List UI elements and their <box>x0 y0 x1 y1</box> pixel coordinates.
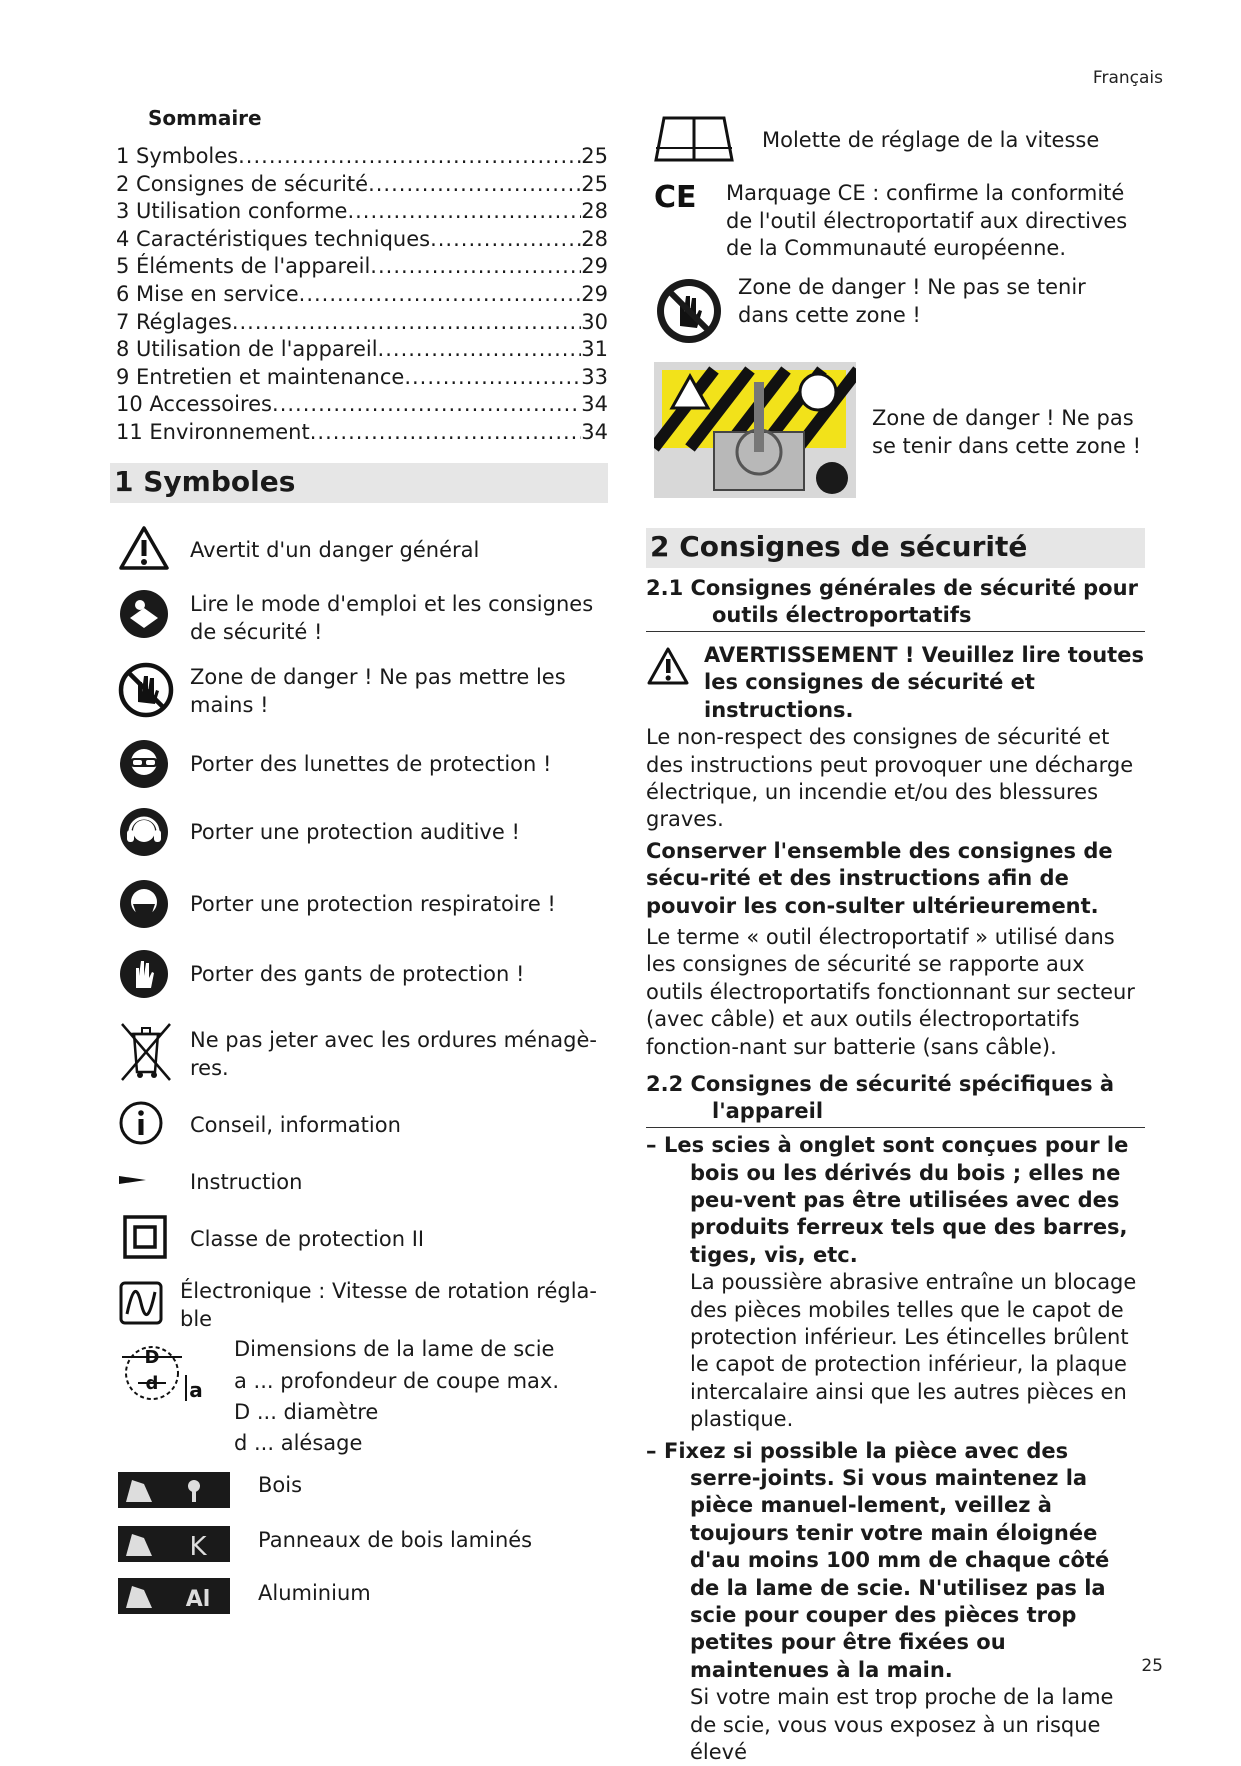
symbol-ce-mark: Marquage CE : confirme la conformité de l'outil électroportatif aux directives de la Communauté européenne. <box>726 181 1128 260</box>
protection-class-2-icon <box>122 1214 168 1260</box>
gloves-icon <box>118 948 170 1000</box>
toc-title: Sommaire <box>148 106 262 130</box>
warning-text: AVERTISSEMENT ! Veuillez lire toutes les consignes de sécurité et instructions. <box>704 643 1144 722</box>
symbol-protection-class: Classe de protection II <box>190 1227 425 1251</box>
symbol-respiratory: Porter une protection respiratoire ! <box>190 892 556 916</box>
paragraph-power-tool-term: Le terme « outil électroportatif » utilisé dans les consignes de sécurité se rapporte aux outils électroportatifs fonctionnant sur secteur (avec câble) et aux outils électroportatifs fonction-nant sur batterie (sans câble). <box>646 925 1135 1059</box>
list-item-text: Si votre main est trop proche de la lame de scie, vous vous exposez à un risque élevé <box>690 1685 1114 1765</box>
symbol-read-manual: Lire le mode d'emploi et les consignes de sécurité ! <box>190 592 594 644</box>
section-2-heading: 2 Consignes de sécurité <box>646 528 1145 568</box>
toc-row[interactable]: 7 Réglages ..... 30 <box>116 309 608 337</box>
electronic-speed-icon <box>118 1280 164 1326</box>
symbol-speed-dial: Molette de réglage de la vitesse <box>762 128 1100 152</box>
blade-dim-D: D ... diamètre <box>234 1400 379 1424</box>
symbol-aluminium: Aluminium <box>258 1581 371 1605</box>
blade-bore-label: d <box>145 1373 159 1394</box>
symbol-no-hands: Zone de danger ! Ne pas mettre les mains ! <box>190 665 566 717</box>
blade-depth-label: a <box>189 1378 203 1402</box>
aluminium-icon-letters: Al <box>185 1587 211 1612</box>
list-item: – Fixez si possible la pièce avec des serre-joints. Si vous maintenez la pièce manuel-lement, veillez à toujours tenir votre main éloignée d'au moins 100 mm de chaque côté de la lame de scie. N'utilisez pas la scie pour couper des pièces trop petites pour être fixées ou maintenues à la main. Si votre main est trop proche de la lame de scie, vous vous exposez à un risque élevé <box>646 1438 1145 1766</box>
wood-material-icon <box>118 1472 230 1508</box>
toc-row[interactable]: 10 Accessoires ..... 34 <box>116 391 608 419</box>
symbol-laminate: Panneaux de bois laminés <box>258 1528 533 1552</box>
toc-row[interactable]: 5 Éléments de l'appareil ..... 29 <box>116 253 608 281</box>
ce-mark-icon <box>654 180 700 212</box>
blade-dim-d: d ... alésage <box>234 1431 363 1455</box>
safety-goggles-icon <box>118 738 170 790</box>
symbol-danger-zone-1: Zone de danger ! Ne pas se tenir dans cette zone ! <box>738 275 1086 327</box>
list-item-text: La poussière abrasive entraîne un blocage des pièces mobiles telles que le capot de protection inférieur. Les étincelles brûlent le capot de protection inférieur, la plaque intercalaire ainsi que les autres pièces en plastique. <box>690 1270 1137 1432</box>
symbol-electronic: Électronique : Vitesse de rotation régla-ble <box>180 1279 597 1331</box>
no-hands-icon <box>118 662 174 718</box>
symbol-no-household-waste: Ne pas jeter avec les ordures ménagè-res. <box>190 1028 597 1080</box>
language-label: Français <box>1092 68 1163 88</box>
laminate-material-icon <box>118 1526 230 1562</box>
warning-triangle-icon <box>646 646 690 686</box>
paragraph-keep-instructions: Conserver l'ensemble des consignes de sécu-rité et des instructions afin de pouvoir les con-sulter ultérieurement. <box>646 838 1113 918</box>
section-1-heading: 1 Symboles <box>110 463 608 503</box>
laminate-icon-letter: K <box>189 1532 207 1562</box>
blade-diameter-label: D <box>144 1347 160 1368</box>
toc-row[interactable]: 8 Utilisation de l'appareil ..... 31 <box>116 336 608 364</box>
list-item-bold: Fixez si possible la pièce avec des serre-joints. Si vous maintenez la pièce manuel-lement, veillez à toujours tenir votre main éloignée d'au moins 100 mm de chaque côté de la lame de scie. N'utilisez pas la scie pour couper des pièces trop petites pour être fixées ou maintenues à la main. <box>664 1438 1110 1682</box>
symbol-blade-dimensions: Dimensions de la lame de scie <box>234 1337 555 1361</box>
symbol-goggles: Porter des lunettes de protection ! <box>190 752 552 776</box>
symbol-danger-zone-2: Zone de danger ! Ne pas se tenir dans cette zone ! <box>872 406 1141 458</box>
toc-row[interactable]: 2 Consignes de sécurité ..... 25 <box>116 171 608 199</box>
danger-zone-saw-image <box>654 362 856 498</box>
toc-row[interactable]: 1 Symboles ..... 25 <box>116 143 608 171</box>
symbol-wood: Bois <box>258 1473 303 1497</box>
page-number: 25 <box>1141 1656 1163 1676</box>
symbol-general-danger: Avertit d'un danger général <box>190 538 480 562</box>
toc-row[interactable]: 3 Utilisation conforme ..... 28 <box>116 198 608 226</box>
ear-protection-icon <box>118 806 170 858</box>
symbol-instruction: Instruction <box>190 1170 303 1194</box>
ce-mark-letters: CE <box>654 180 697 212</box>
toc-row[interactable]: 11 Environnement ..... 34 <box>116 419 608 447</box>
symbol-ear-protection: Porter une protection auditive ! <box>190 820 520 844</box>
toc-row[interactable]: 4 Caractéristiques techniques ..... 28 <box>116 226 608 254</box>
toc-row[interactable]: 6 Mise en service ..... 29 <box>116 281 608 309</box>
toc-row[interactable]: 9 Entretien et maintenance ..... 33 <box>116 364 608 392</box>
saw-blade-dimensions-icon <box>116 1345 204 1409</box>
section-2-body <box>646 575 1145 1766</box>
respiratory-protection-icon <box>118 878 170 930</box>
blade-dim-a: a ... profondeur de coupe max. <box>234 1369 559 1393</box>
instruction-arrow-icon <box>118 1174 148 1186</box>
symbol-info: Conseil, information <box>190 1113 401 1137</box>
list-item: – Les scies à onglet sont conçues pour le bois ou les dérivés du bois ; elles ne peu-vent pas être utilisées avec des produits ferreux tels que des barres, tiges, vis, etc. La poussière abrasive entraîne un blocage des pièces mobiles telles que le capot de protection inférieur. Les étincelles brûlent le capot de protection inférieur, la plaque intercalaire ainsi que les autres pièces en plastique. <box>646 1132 1145 1433</box>
info-icon <box>118 1100 164 1146</box>
subsection-2-2-heading: 2.2 Consignes de sécurité spécifiques à l'appareil <box>646 1071 1145 1128</box>
symbol-gloves: Porter des gants de protection ! <box>190 962 525 986</box>
read-manual-icon <box>118 588 170 640</box>
warning-triangle-icon <box>118 525 170 571</box>
no-standing-zone-icon <box>654 276 724 346</box>
paragraph-consequences: Le non-respect des consignes de sécurité et des instructions peut provoquer une décharge électrique, un incendie et/ou des blessures graves. <box>646 725 1134 832</box>
table-of-contents <box>116 143 608 447</box>
crossed-bin-icon <box>118 1020 174 1084</box>
aluminium-material-icon <box>118 1578 230 1614</box>
subsection-2-1-heading: 2.1 Consignes générales de sécurité pour outils électroportatifs <box>646 575 1145 632</box>
list-item-bold: Les scies à onglet sont conçues pour le bois ou les dérivés du bois ; elles ne peu-vent pas être utilisées avec des produits ferreux tels que des barres, tiges, vis, etc. <box>664 1133 1129 1267</box>
warning-block <box>646 642 1145 724</box>
speed-dial-icon <box>654 114 734 164</box>
